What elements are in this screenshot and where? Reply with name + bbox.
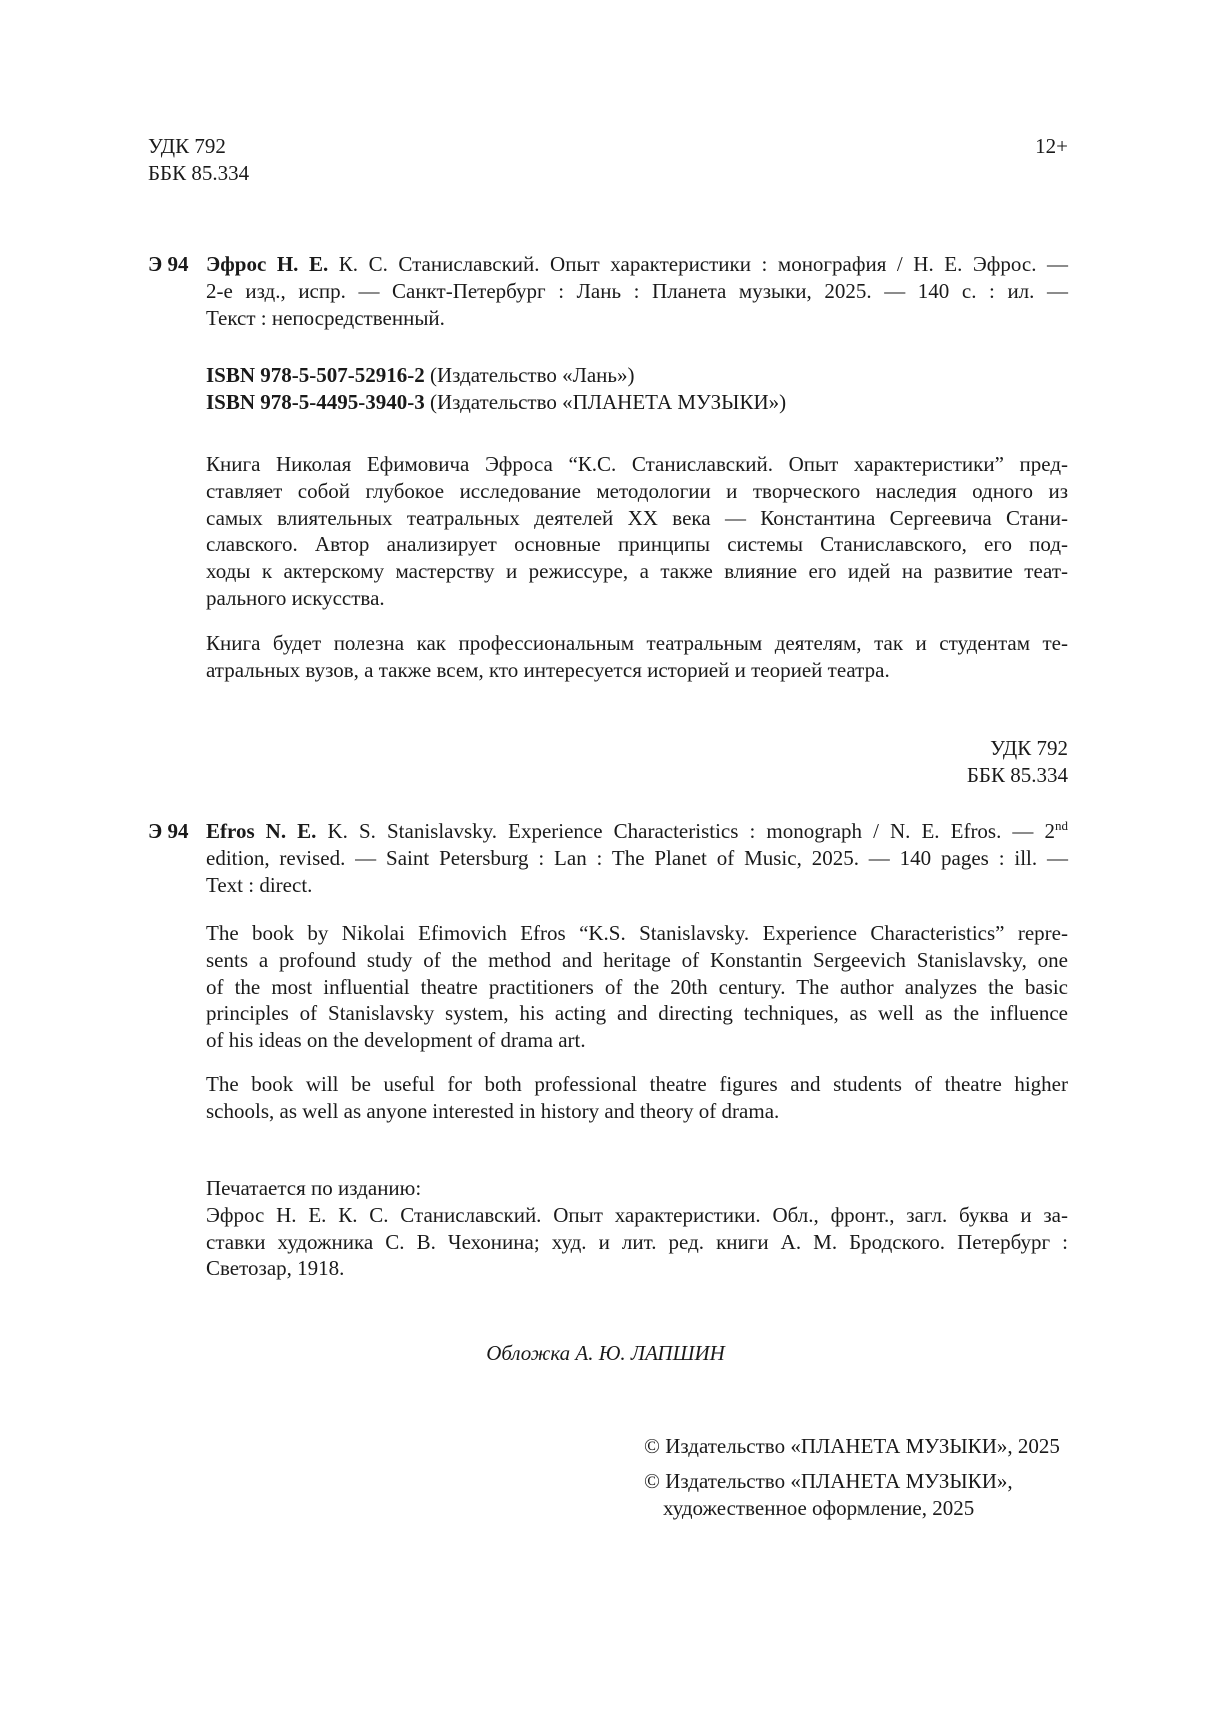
en-abstract-line: sents a profound study of the method and heritage of Konstantin Sergeevich Stanislavsky, one: [206, 947, 1068, 972]
en-bibliographic-entry: [206, 818, 1068, 898]
source-edition: [206, 1175, 1068, 1282]
isbn-list: [206, 362, 1068, 416]
ru-bibliographic-entry: [206, 251, 1068, 331]
source-line: Эфрос Н. Е. К. С. Станиславский. Опыт характеристики. Обл., фронт., загл. буква и за-: [206, 1202, 1068, 1227]
age-rating: 12+: [1035, 134, 1068, 158]
copyright-line: © Издательство «ПЛАНЕТА МУЗЫКИ», 2025: [644, 1434, 1060, 1458]
ru-abstract-line: Книга Николая Ефимовича Эфроса “К.С. Станиславский. Опыт характеристики” пред-: [206, 452, 1068, 476]
bbk-code-secondary: ББК 85.334: [966, 763, 1068, 787]
en-abstract: [206, 920, 1068, 1054]
ru-library-index: Э 94: [148, 252, 189, 276]
source-line: Светозар, 1918.: [206, 1256, 345, 1281]
en-abstract-line: principles of Stanislavsky system, his acting and directing techniques, as well as the influence: [206, 1001, 1068, 1026]
copyright-line: художественное оформление, 2025: [663, 1496, 975, 1520]
ru-abstract-line: рального искусства.: [206, 585, 385, 610]
ru-audience: [206, 630, 1068, 684]
bbk-code: ББК 85.334: [148, 161, 250, 185]
ru-audience-line: атральных вузов, а также всем, кто интересуется историей и теорией театра.: [206, 657, 890, 682]
copyright-line: © Издательство «ПЛАНЕТА МУЗЫКИ»,: [644, 1469, 1013, 1493]
en-abstract-line: of the most influential theatre practitioners of the 20th century. The author analyzes the basic: [206, 974, 1068, 999]
en-audience-line: The book will be useful for both professional theatre figures and students of theatre higher: [206, 1072, 1068, 1096]
ru-abstract: [206, 451, 1068, 612]
source-line: ставки художника С. В. Чехонина; худ. и лит. ред. книги А. М. Бродского. Петербург :: [206, 1229, 1068, 1254]
en-library-index: Э 94: [148, 819, 189, 843]
ru-abstract-line: самых влиятельных театральных деятелей XX века — Константина Сергеевича Стани-: [206, 505, 1068, 530]
udk-code: УДК 792: [148, 134, 226, 158]
en-abstract-line: of his ideas on the development of drama art.: [206, 1028, 586, 1053]
ru-abstract-line: ходы к актерскому мастерству и режиссуре, а также влияние его идей на развитие теат-: [206, 559, 1068, 584]
en-author: Efros N. E.: [206, 819, 317, 843]
en-audience: [206, 1071, 1068, 1125]
en-entry-line1: K. S. Stanislavsky. Experience Characteristics : monograph / N. E. Efros. — 2: [316, 819, 1055, 843]
en-entry-line3: Text : direct.: [206, 872, 313, 897]
ru-entry-line2: 2-е изд., испр. — Санкт-Петербург : Лань : Планета музыки, 2025. — 140 с. : ил. —: [206, 278, 1068, 303]
ru-entry-line3: Текст : непосредственный.: [206, 305, 445, 330]
ru-abstract-line: славского. Автор анализирует основные принципы системы Станиславского, его под-: [206, 532, 1068, 557]
en-abstract-line: The book by Nikolai Efimovich Efros “K.S. Stanislavsky. Experience Characteristics” repre-: [206, 921, 1068, 945]
en-audience-line: schools, as well as anyone interested in history and theory of drama.: [206, 1098, 780, 1123]
ru-entry-line1: К. С. Станиславский. Опыт характеристики : монография / Н. Е. Эфрос. —: [328, 252, 1068, 276]
cover-credit: Обложка А. Ю. ЛАПШИН: [486, 1341, 725, 1365]
source-heading: Печатается по изданию:: [206, 1176, 422, 1200]
en-entry-line2: edition, revised. — Saint Petersburg : Lan : The Planet of Music, 2025. — 140 pages : ill. —: [206, 845, 1068, 870]
ru-author: Эфрос Н. Е.: [206, 252, 329, 276]
isbn-planet: ISBN 978-5-4495-3940-3 (Издательство «ПЛАНЕТА МУЗЫКИ»): [206, 389, 787, 414]
udk-code-secondary: УДК 792: [990, 736, 1068, 760]
isbn-lan: ISBN 978-5-507-52916-2 (Издательство «Лань»): [206, 363, 635, 387]
ordinal-suffix: nd: [1055, 818, 1068, 833]
ru-audience-line: Книга будет полезна как профессиональным театральным деятелям, так и студентам те-: [206, 631, 1068, 655]
ru-abstract-line: ставляет собой глубокое исследование методологии и творческого наследия одного из: [206, 478, 1068, 503]
